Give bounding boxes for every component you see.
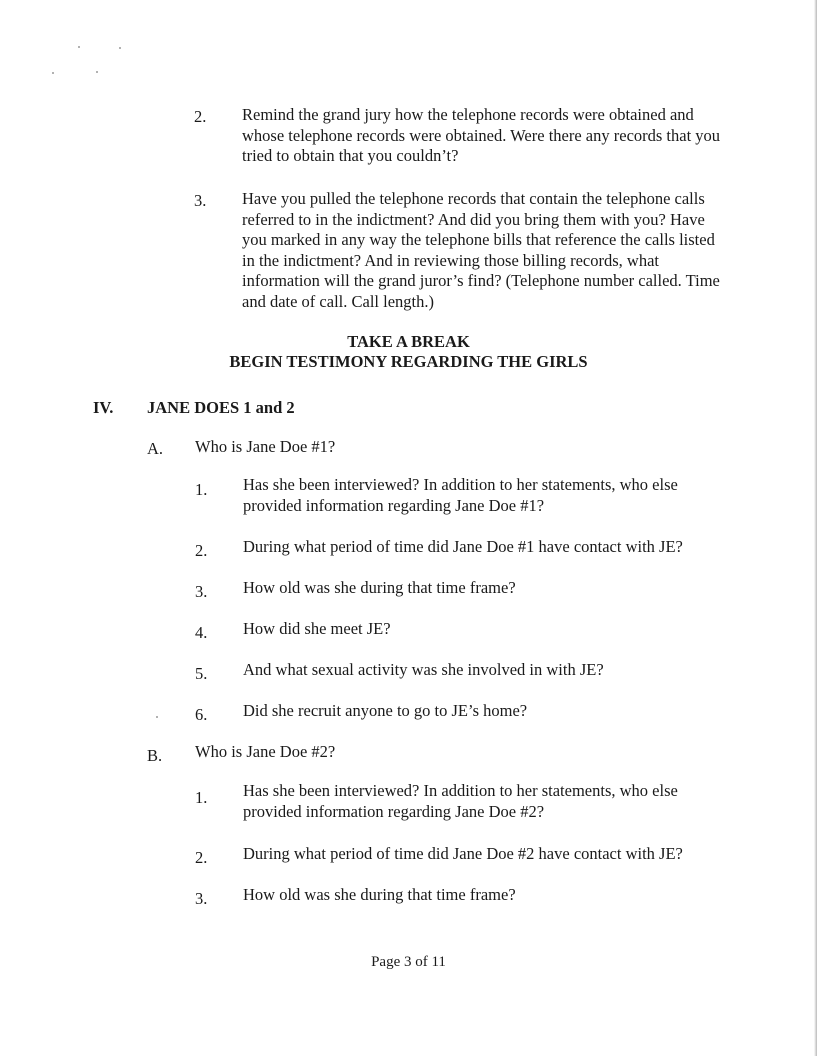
item-number: 1.	[195, 480, 208, 499]
item-text: During what period of time did Jane Doe #2 have contact with JE?	[243, 844, 683, 863]
scan-speck	[119, 47, 121, 49]
item-number: 3.	[195, 582, 208, 601]
item-text: During what period of time did Jane Doe #1 have contact with JE?	[243, 537, 683, 556]
item-text: Have you pulled the telephone records that contain the telephone calls referred to in the indictment? And did you bring them with you? Have you marked in any way the telephone bills that reference the calls listed in the indictment? And in reviewing those billing records, what information will the grand juror’s find? (Telephone number called. Time and date of call. Call length.)	[242, 189, 720, 311]
break-heading-line2: BEGIN TESTIMONY REGARDING THE GIRLS	[229, 352, 588, 371]
page-number: Page 3 of 11	[371, 954, 446, 970]
subsection-title: Who is Jane Doe #1?	[195, 437, 336, 456]
scan-speck	[78, 46, 80, 48]
subsection-title: Who is Jane Doe #2?	[195, 742, 336, 761]
item-text: And what sexual activity was she involved in with JE?	[243, 660, 604, 679]
item-number: 3.	[195, 889, 208, 908]
item-text: How did she meet JE?	[243, 619, 391, 638]
item-number: 5.	[195, 664, 208, 683]
item-number: 2.	[195, 541, 208, 560]
item-number: 2.	[195, 848, 208, 867]
scan-speck	[156, 716, 158, 718]
section-numeral: IV.	[93, 398, 114, 417]
item-text: How old was she during that time frame?	[243, 885, 516, 904]
scan-speck	[96, 71, 98, 73]
break-heading-line1: TAKE A BREAK	[347, 332, 470, 351]
item-text: Did she recruit anyone to go to JE’s home?	[243, 701, 528, 720]
item-number: 1.	[195, 788, 208, 807]
item-text: Has she been interviewed? In addition to her statements, who else provided information regarding Jane Doe #1?	[243, 475, 678, 515]
item-number: 4.	[195, 623, 208, 642]
scan-speck	[52, 72, 54, 74]
subsection-letter: A.	[147, 439, 164, 458]
item-text: Remind the grand jury how the telephone records were obtained and whose telephone records were obtained. Were there any records that you tried to obtain that you couldn’t?	[242, 105, 721, 165]
item-number: 3.	[194, 191, 207, 210]
item-text: How old was she during that time frame?	[243, 578, 516, 597]
subsection-letter: B.	[147, 746, 163, 765]
item-number: 6.	[195, 705, 208, 724]
item-text: Has she been interviewed? In addition to her statements, who else provided information regarding Jane Doe #2?	[243, 781, 678, 821]
item-number: 2.	[194, 107, 207, 126]
section-title: JANE DOES 1 and 2	[147, 398, 295, 417]
